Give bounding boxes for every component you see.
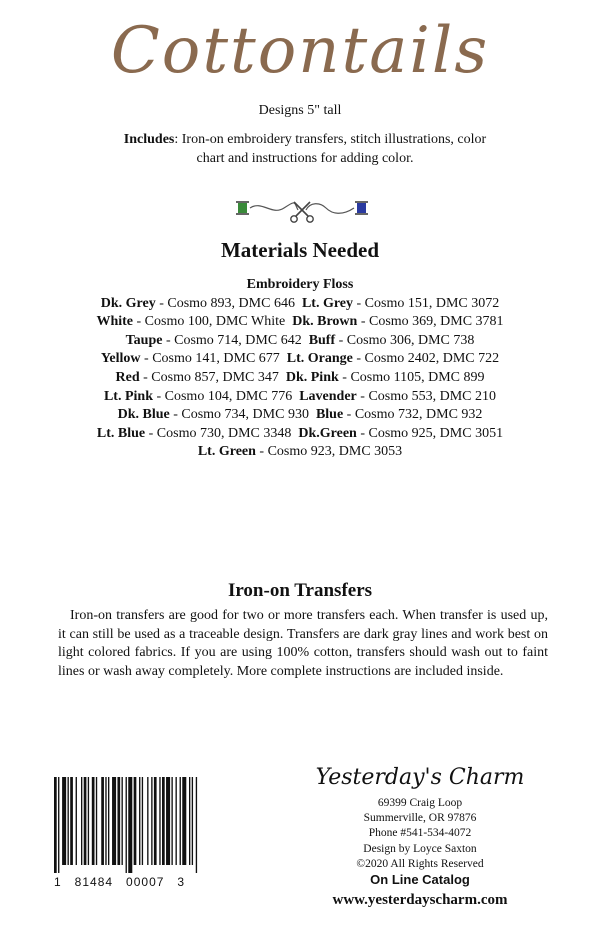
barcode-bar <box>192 777 193 865</box>
barcode-bar <box>105 777 106 865</box>
floss-color-name: Red <box>115 369 140 385</box>
floss-color-name: Lt. Pink <box>103 388 153 404</box>
barcode <box>50 775 280 875</box>
floss-color-name: Dk. Blue <box>117 407 170 423</box>
includes-body: : Iron-on embroidery transfers, stitch illustrations, color chart and instructions for adding color. <box>174 132 487 166</box>
includes-text <box>110 130 500 168</box>
catalog-label: On Line Catalog <box>370 872 470 887</box>
address-line-1: 69399 Craig Loop <box>377 797 463 809</box>
floss-codes: - Cosmo 734, DMC 930 <box>169 407 309 423</box>
floss-line <box>0 425 600 444</box>
product-title: Cottontails <box>110 14 490 88</box>
floss-codes: - Cosmo 2402, DMC 722 <box>352 351 500 367</box>
floss-codes: - Cosmo 923, DMC 3053 <box>255 444 403 460</box>
floss-line <box>0 313 600 332</box>
floss-color-name: Taupe <box>125 332 163 348</box>
floss-color-name: Lt. Green <box>197 444 256 460</box>
barcode-bar <box>171 777 172 865</box>
floss-codes: - Cosmo 369, DMC 3781 <box>357 314 504 330</box>
transfers-body: Iron-on transfers are good for two or more transfers each. When transfer is used up, it can still be used as a traceable design. Transfers are dark gray lines and work best on light colored fabrics. If you are using 100% cotton, transfers should wash out to faint lines or wash away completely. More complete instructions are included inside. <box>58 608 548 679</box>
right-spool-icon <box>355 201 368 215</box>
left-spool-icon <box>236 201 249 215</box>
floss-codes: - Cosmo 1105, DMC 899 <box>338 369 485 385</box>
barcode-bar <box>88 777 89 865</box>
floss-codes: - Cosmo 141, DMC 677 <box>140 351 280 367</box>
credits <box>310 842 530 872</box>
barcode-bar <box>182 777 186 865</box>
barcode-bar <box>166 777 170 865</box>
floss-color-name: Dk.Green <box>298 425 357 441</box>
floss-lines <box>0 295 600 462</box>
barcode-bar <box>196 777 197 873</box>
barcode-bar <box>81 777 82 865</box>
floss-line <box>0 369 600 388</box>
barcode-bar <box>176 777 177 865</box>
floss-codes: - Cosmo 857, DMC 347 <box>139 369 279 385</box>
copyright: ©2020 All Rights Reserved <box>356 858 484 870</box>
barcode-bar <box>117 777 120 865</box>
floss-codes: - Cosmo 714, DMC 642 <box>162 332 302 348</box>
barcode-bar <box>62 777 66 865</box>
floss-codes: - Cosmo 730, DMC 3348 <box>145 425 292 441</box>
floss-line <box>0 443 600 462</box>
publisher-name: Yesterday's Charm <box>315 765 525 790</box>
floss-line <box>0 388 600 407</box>
designer-credit: Design by Loyce Saxton <box>363 843 477 855</box>
barcode-bar <box>159 777 160 865</box>
barcode-bar <box>122 777 123 865</box>
floss-codes: - Cosmo 553, DMC 210 <box>356 388 497 404</box>
floss-color-name: Blue <box>315 407 344 423</box>
floss-codes: - Cosmo 732, DMC 932 <box>343 407 483 423</box>
barcode-bar <box>84 777 87 865</box>
barcode-bar <box>154 777 157 865</box>
floss-codes: - Cosmo 151, DMC 3072 <box>353 295 500 311</box>
barcode-bar <box>147 777 148 865</box>
website-link[interactable]: www.yesterdayscharm.com <box>332 892 508 908</box>
design-size: Designs 5" tall <box>258 103 342 118</box>
floss-line <box>0 406 600 425</box>
floss-line <box>0 295 600 314</box>
floss-codes: - Cosmo 893, DMC 646 <box>155 295 295 311</box>
floss-codes: - Cosmo 100, DMC White <box>133 314 286 330</box>
floss-color-name: Dk. Grey <box>100 295 156 311</box>
includes-label: Includes <box>123 132 175 147</box>
floss-color-name: Dk. Pink <box>285 369 339 385</box>
thread-line <box>250 203 354 213</box>
scissors-thread-divider <box>232 198 372 224</box>
barcode-bar <box>76 777 77 865</box>
barcode-bar <box>96 777 97 865</box>
barcode-bar <box>151 777 152 865</box>
floss-color-name: Lt. Blue <box>96 425 146 441</box>
barcode-bar <box>162 777 165 865</box>
barcode-bar <box>108 777 109 865</box>
floss-color-name: Dk. Brown <box>292 314 358 330</box>
barcode-bar <box>189 777 190 865</box>
barcode-bar <box>112 777 116 865</box>
floss-codes: - Cosmo 104, DMC 776 <box>152 388 293 404</box>
publisher-address <box>310 796 530 841</box>
floss-list <box>0 276 600 462</box>
floss-line <box>0 350 600 369</box>
phone: Phone #541-534-4072 <box>368 827 472 839</box>
barcode-bar <box>126 777 127 873</box>
floss-codes: - Cosmo 306, DMC 738 <box>335 332 475 348</box>
barcode-bar <box>68 777 69 865</box>
barcode-bar <box>54 777 57 873</box>
floss-color-name: Lt. Orange <box>286 351 353 367</box>
barcode-digits: 1 81484 00007 3 <box>54 875 186 889</box>
barcode-bar <box>70 777 73 865</box>
barcode-bar <box>142 777 143 865</box>
barcode-bar <box>134 777 137 865</box>
floss-color-name: White <box>96 314 134 330</box>
floss-color-name: Lt. Grey <box>301 295 354 311</box>
floss-codes: - Cosmo 925, DMC 3051 <box>356 425 504 441</box>
barcode-bar <box>128 777 132 873</box>
transfers-heading: Iron-on Transfers <box>227 580 373 601</box>
floss-color-name: Buff <box>308 332 336 348</box>
floss-line <box>0 332 600 351</box>
floss-heading: Embroidery Floss <box>246 277 354 292</box>
floss-color-name: Yellow <box>100 351 141 367</box>
barcode-bar <box>180 777 181 865</box>
barcode-bar <box>139 777 140 865</box>
materials-heading: Materials Needed <box>220 238 380 262</box>
floss-color-name: Lavender <box>299 388 357 404</box>
barcode-bar <box>58 777 59 873</box>
barcode-bar <box>101 777 104 865</box>
barcode-bar <box>92 777 95 865</box>
address-line-2: Summerville, OR 97876 <box>363 812 477 824</box>
